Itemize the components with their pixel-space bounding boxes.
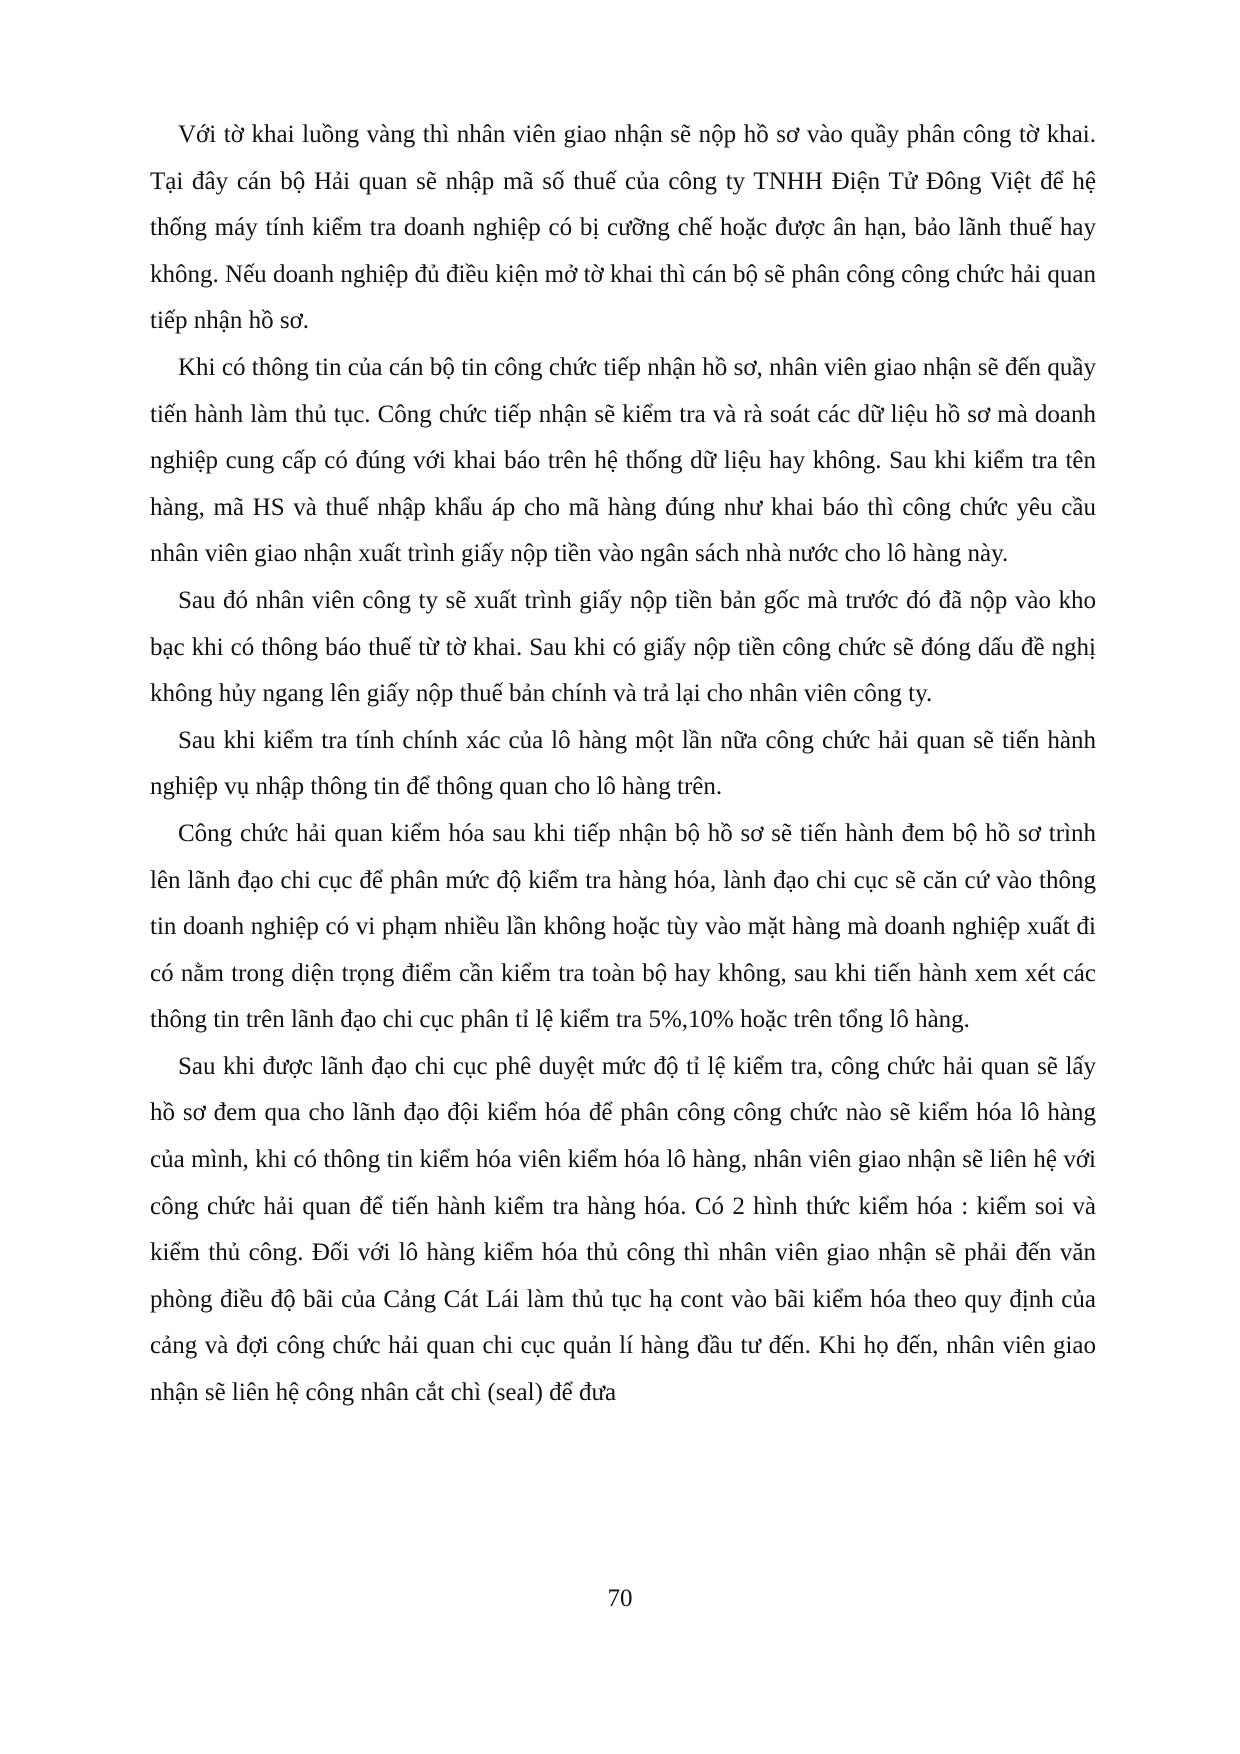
paragraph-yellow-lane-declaration: Với tờ khai luồng vàng thì nhân viên giao nhận sẽ nộp hồ sơ vào quầy phân công tờ khai. Tại đây cán bộ Hải quan sẽ nhập mã số thuế của công ty TNHH Điện Tử Đông Việt để hệ thống máy tính kiểm tra doanh nghiệp có bị cưỡng chế hoặc được ân hạn, bảo lãnh thuế hay không. Nếu doanh nghiệp đủ điều kiện mở tờ khai thì cán bộ sẽ phân công công chức hải quan tiếp nhận hồ sơ.: [150, 121, 1096, 335]
page-number: 70: [607, 1585, 633, 1612]
paragraph-receiving-officer: Khi có thông tin của cán bộ tin công chức tiếp nhận hồ sơ, nhân viên giao nhận sẽ đến quầy tiến hành làm thủ tục. Công chức tiếp nhận sẽ kiểm tra và rà soát các dữ liệu hồ sơ mà doanh nghiệp cung cấp có đúng với khai báo trên hệ thống dữ liệu hay không. Sau khi kiểm tra tên hàng, mã HS và thuế nhập khẩu áp cho mã hàng đúng như khai báo thì công chức yêu cầu nhân viên giao nhận xuất trình giấy nộp tiền vào ngân sách nhà nước cho lô hàng này.: [150, 353, 1096, 568]
paragraph-inspection-level: Công chức hải quan kiểm hóa sau khi tiếp nhận bộ hồ sơ sẽ tiến hành đem bộ hồ sơ trình lên lãnh đạo chi cục để phân mức độ kiểm tra hàng hóa, lành đạo chi cục sẽ căn cứ vào thông tin doanh nghiệp có vi phạm nhiều lần không hoặc tùy vào mặt hàng mà doanh nghiệp xuất đi có nằm trong diện trọng điểm cần kiểm tra toàn bộ hay không, sau khi tiến hành xem xét các thông tin trên lãnh đạo chi cục phân tỉ lệ kiểm tra 5%,10% hoặc trên tổng lô hàng.: [150, 819, 1096, 1034]
document-body: [150, 112, 1096, 1417]
paragraph-inspection-process: Sau khi được lãnh đạo chi cục phê duyệt mức độ tỉ lệ kiểm tra, công chức hải quan sẽ lấy hồ sơ đem qua cho lãnh đạo đội kiểm hóa để phân công công chức nào sẽ kiểm hóa lô hàng của mình, khi có thông tin kiểm hóa viên kiểm hóa lô hàng, nhân viên giao nhận sẽ liên hệ với công chức hải quan để tiến hành kiểm tra hàng hóa. Có 2 hình thức kiểm hóa : kiểm soi và kiểm thủ công. Đối với lô hàng kiểm hóa thủ công thì nhân viên giao nhận sẽ phải đến văn phòng điều độ bãi của Cảng Cát Lái làm thủ tục hạ cont vào bãi kiểm hóa theo quy định của cảng và đợi công chức hải quan chi cục quản lí hàng đầu tư đến. Khi họ đến, nhân viên giao nhận sẽ liên hệ công nhân cắt chì (seal) để đưa: [150, 1052, 1096, 1407]
paragraph-customs-clearance: Sau khi kiểm tra tính chính xác của lô hàng một lần nữa công chức hải quan sẽ tiến hành nghiệp vụ nhập thông tin để thông quan cho lô hàng trên.: [150, 726, 1096, 801]
paragraph-payment-receipt: Sau đó nhân viên công ty sẽ xuất trình giấy nộp tiền bản gốc mà trước đó đã nộp vào kho bạc khi có thông báo thuế từ tờ khai. Sau khi có giấy nộp tiền công chức sẽ đóng dấu đề nghị không hủy ngang lên giấy nộp thuế bản chính và trả lại cho nhân viên công ty.: [150, 586, 1096, 708]
